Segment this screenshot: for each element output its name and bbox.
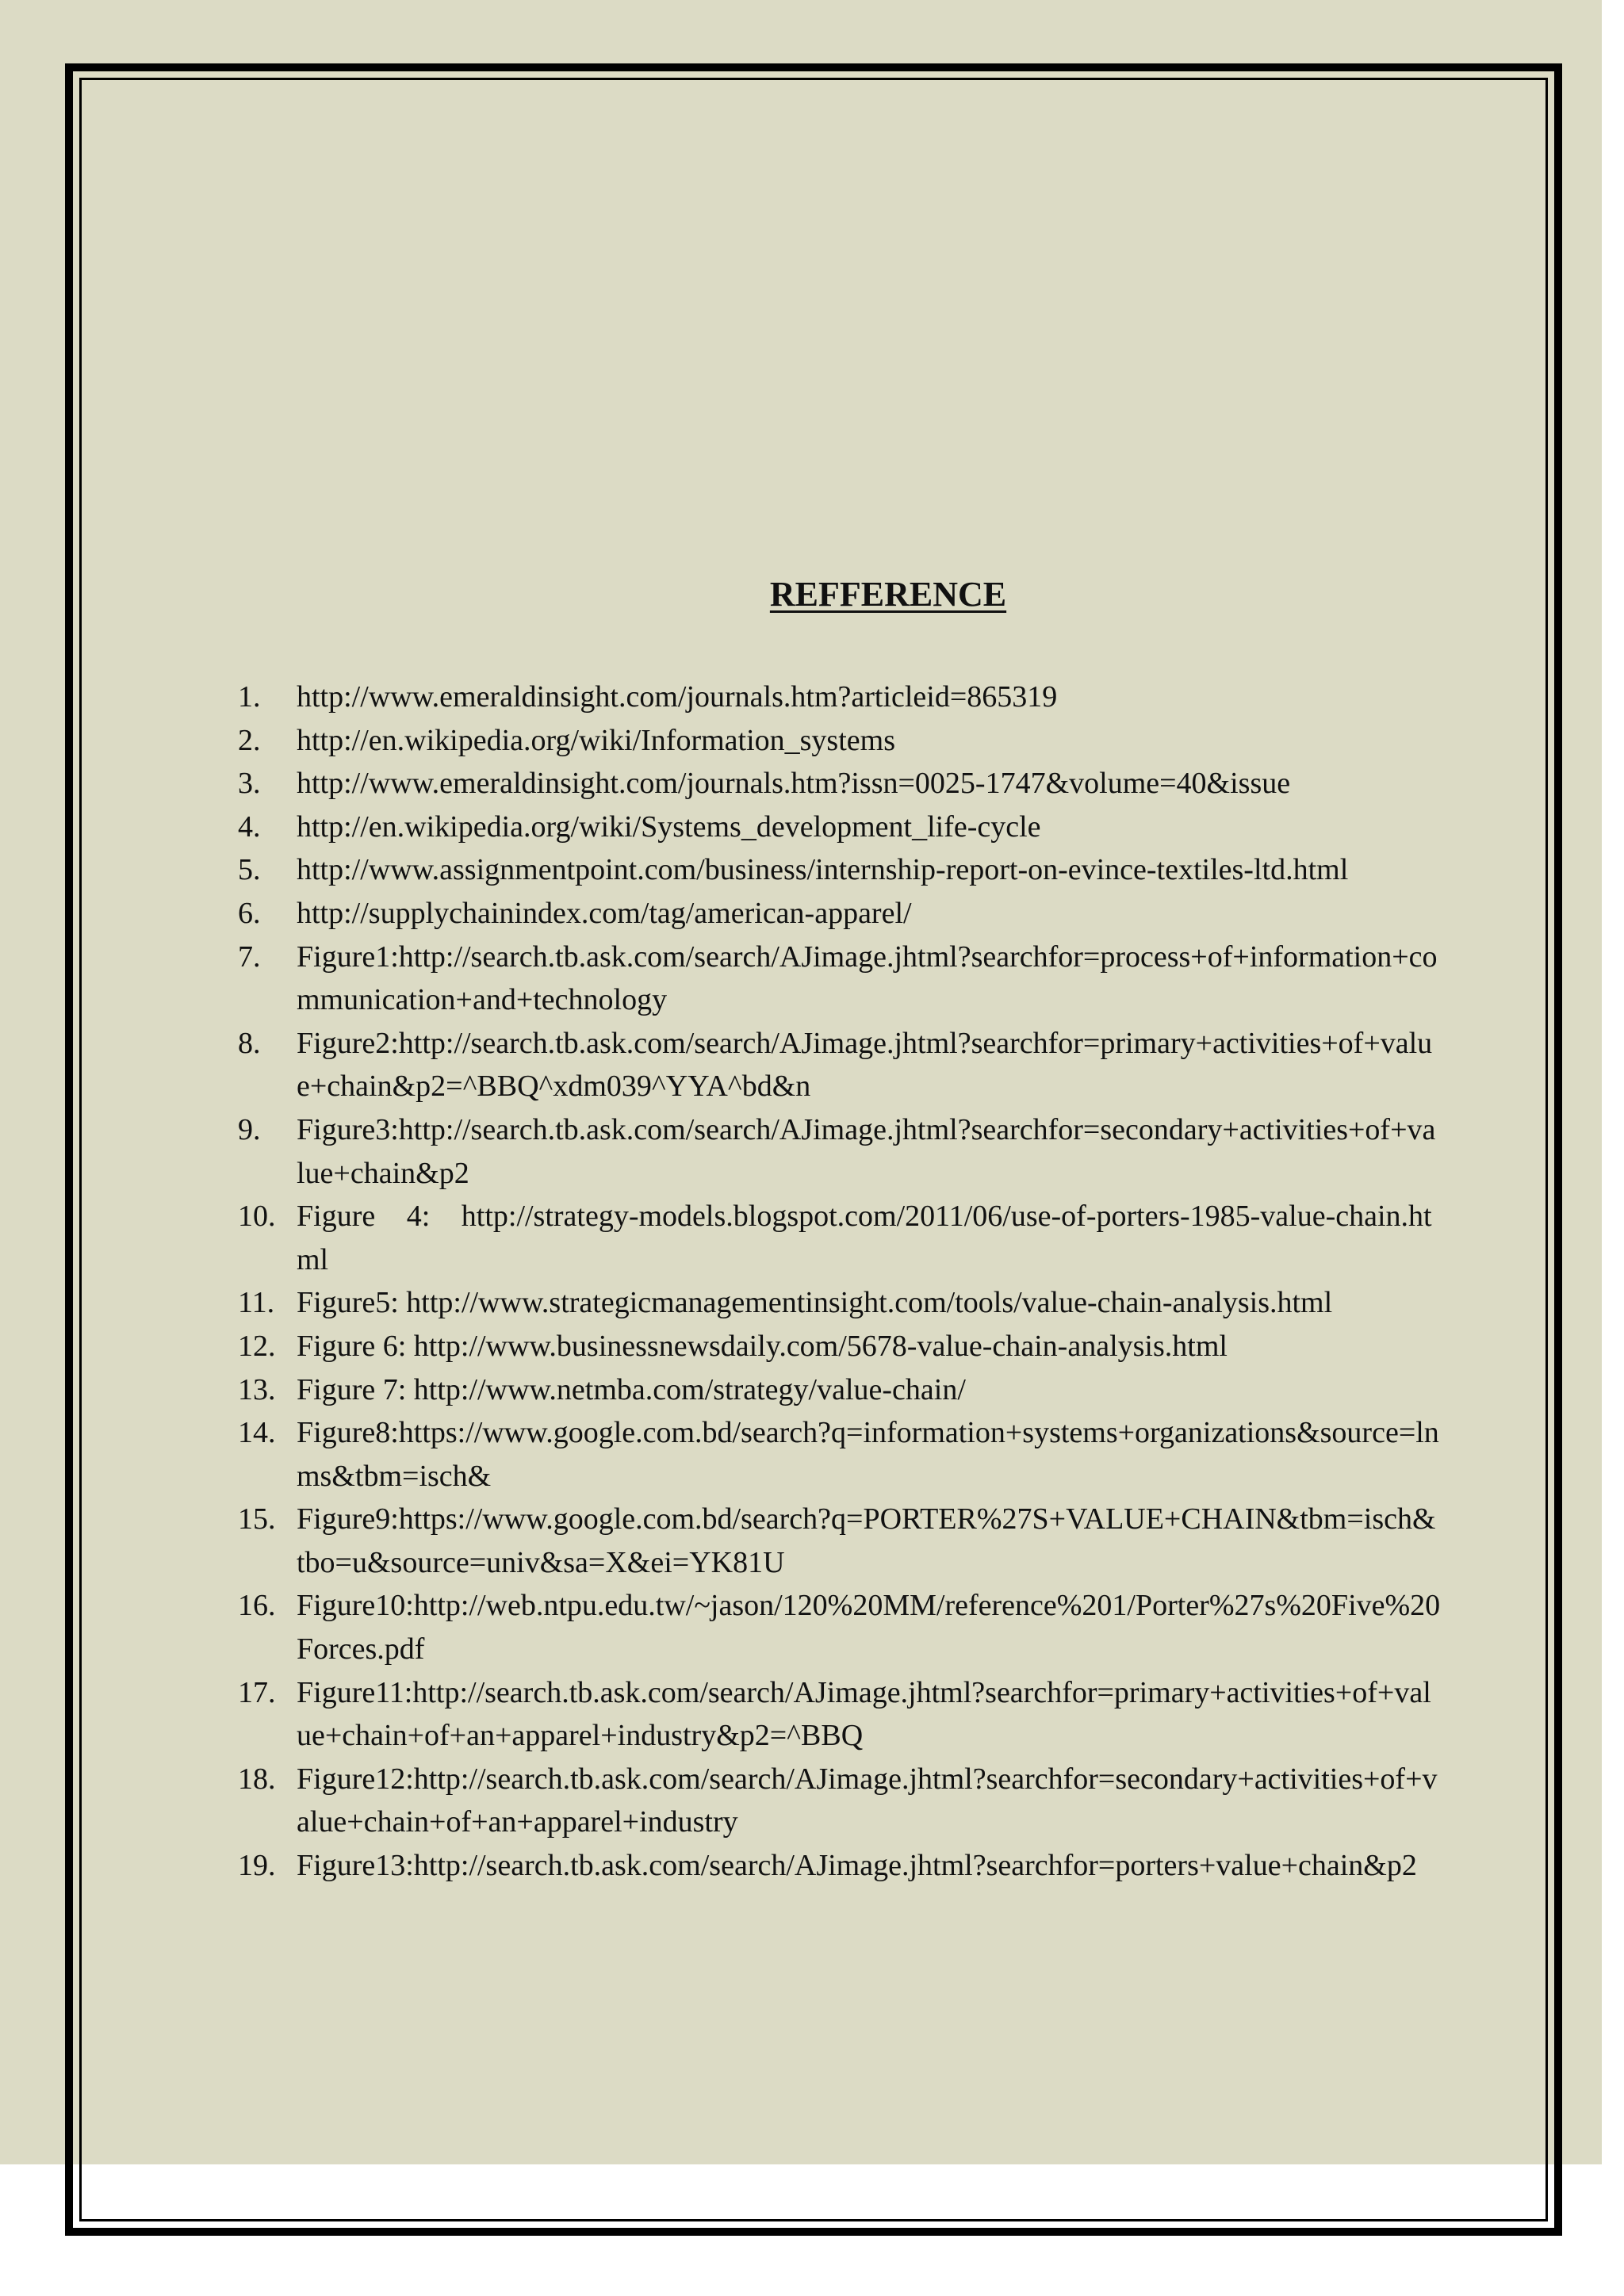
reference-item [238, 1281, 1443, 1325]
reference-link[interactable]: Figure12:http://search.tb.ask.com/search/AJimage.jhtml?searchfor=secondary+activities+of+value+chain+of+an+apparel+industry [297, 1762, 1438, 1839]
reference-item [238, 1498, 1443, 1584]
reference-link[interactable]: http://www.assignmentpoint.com/business/internship-report-on-evince-textiles-ltd.html [297, 853, 1349, 887]
reference-number: 18. [238, 1762, 276, 1796]
reference-number: 15. [238, 1502, 276, 1536]
reference-number: 4. [238, 809, 261, 844]
reference-number: 3. [238, 767, 261, 801]
reference-item [238, 1844, 1443, 1888]
reference-number: 9. [238, 1112, 261, 1146]
reference-link[interactable]: Figure1:http://search.tb.ask.com/search/AJimage.jhtml?searchfor=process+of+information+communication+and+technology [297, 939, 1438, 1017]
reference-item [238, 936, 1443, 1022]
reference-item [238, 1411, 1443, 1498]
reference-number: 12. [238, 1329, 276, 1363]
reference-link[interactable]: Figure10:http://web.ntpu.edu.tw/~jason/120%20MM/reference%201/Porter%27s%20Five%20Forces.pdf [297, 1589, 1441, 1667]
reference-link[interactable]: Figure3:http://search.tb.ask.com/search/AJimage.jhtml?searchfor=secondary+activities+of+value+chain&p2 [297, 1112, 1436, 1190]
reference-number: 13. [238, 1372, 276, 1406]
reference-link[interactable]: Figure 7: http://www.netmba.com/strategy/value-chain/ [297, 1372, 966, 1406]
page-title: REFFERENCE [769, 575, 1007, 614]
reference-number: 14. [238, 1416, 276, 1450]
reference-item [238, 719, 1443, 763]
reference-link[interactable]: Figure9:https://www.google.com.bd/search?q=PORTER%27S+VALUE+CHAIN&tbm=isch&tbo=u&source=univ&sa=X&ei=YK81U [297, 1502, 1436, 1579]
reference-item [238, 1195, 1443, 1281]
reference-number: 19. [238, 1849, 276, 1883]
reference-item [238, 762, 1443, 806]
document-content [238, 571, 1443, 1888]
reference-list [238, 675, 1443, 1888]
reference-number: 2. [238, 723, 261, 757]
reference-item [238, 1368, 1443, 1412]
reference-link[interactable]: Figure5: http://www.strategicmanagementinsight.com/tools/value-chain-analysis.html [297, 1286, 1333, 1320]
reference-number: 16. [238, 1589, 276, 1623]
reference-item [238, 848, 1443, 892]
reference-number: 8. [238, 1026, 261, 1060]
reference-link[interactable]: Figure13:http://search.tb.ask.com/search/AJimage.jhtml?searchfor=porters+value+chain&p2 [297, 1849, 1417, 1883]
reference-item [238, 806, 1443, 849]
reference-number: 1. [238, 680, 261, 714]
reference-item [238, 1758, 1443, 1844]
reference-link[interactable]: Figure2:http://search.tb.ask.com/search/AJimage.jhtml?searchfor=primary+activities+of+value+chain&p2=^BBQ^xdm039^YYA^bd&n [297, 1026, 1433, 1104]
reference-item [238, 675, 1443, 719]
reference-link[interactable]: Figure 6: http://www.businessnewsdaily.com/5678-value-chain-analysis.html [297, 1329, 1228, 1363]
reference-link[interactable]: http://en.wikipedia.org/wiki/Information_systems [297, 723, 895, 757]
reference-item [238, 1584, 1443, 1670]
reference-link[interactable]: Figure8:https://www.google.com.bd/search?q=information+systems+organizations&source=lnms&tbm=isch& [297, 1416, 1439, 1493]
reference-number: 5. [238, 853, 261, 887]
reference-number: 10. [238, 1200, 276, 1234]
reference-item [238, 1022, 1443, 1108]
reference-number: 11. [238, 1286, 275, 1320]
reference-item [238, 1108, 1443, 1195]
reference-number: 6. [238, 896, 261, 930]
reference-link[interactable]: Figure 4: http://strategy-models.blogspot.com/2011/06/use-of-porters-1985-value-chain.html [297, 1200, 1432, 1276]
reference-link[interactable]: Figure11:http://search.tb.ask.com/search/AJimage.jhtml?searchfor=primary+activities+of+value+chain+of+an+apparel+industry&p2=^BBQ [297, 1675, 1431, 1753]
reference-item [238, 892, 1443, 936]
reference-link[interactable]: http://www.emeraldinsight.com/journals.htm?articleid=865319 [297, 680, 1058, 714]
reference-link[interactable]: http://supplychainindex.com/tag/american-apparel/ [297, 896, 912, 930]
reference-number: 7. [238, 939, 261, 974]
reference-item [238, 1325, 1443, 1368]
reference-link[interactable]: http://www.emeraldinsight.com/journals.htm?issn=0025-1747&volume=40&issue [297, 767, 1291, 801]
reference-item [238, 1671, 1443, 1758]
reference-link[interactable]: http://en.wikipedia.org/wiki/Systems_development_life-cycle [297, 809, 1041, 844]
reference-number: 17. [238, 1675, 276, 1709]
